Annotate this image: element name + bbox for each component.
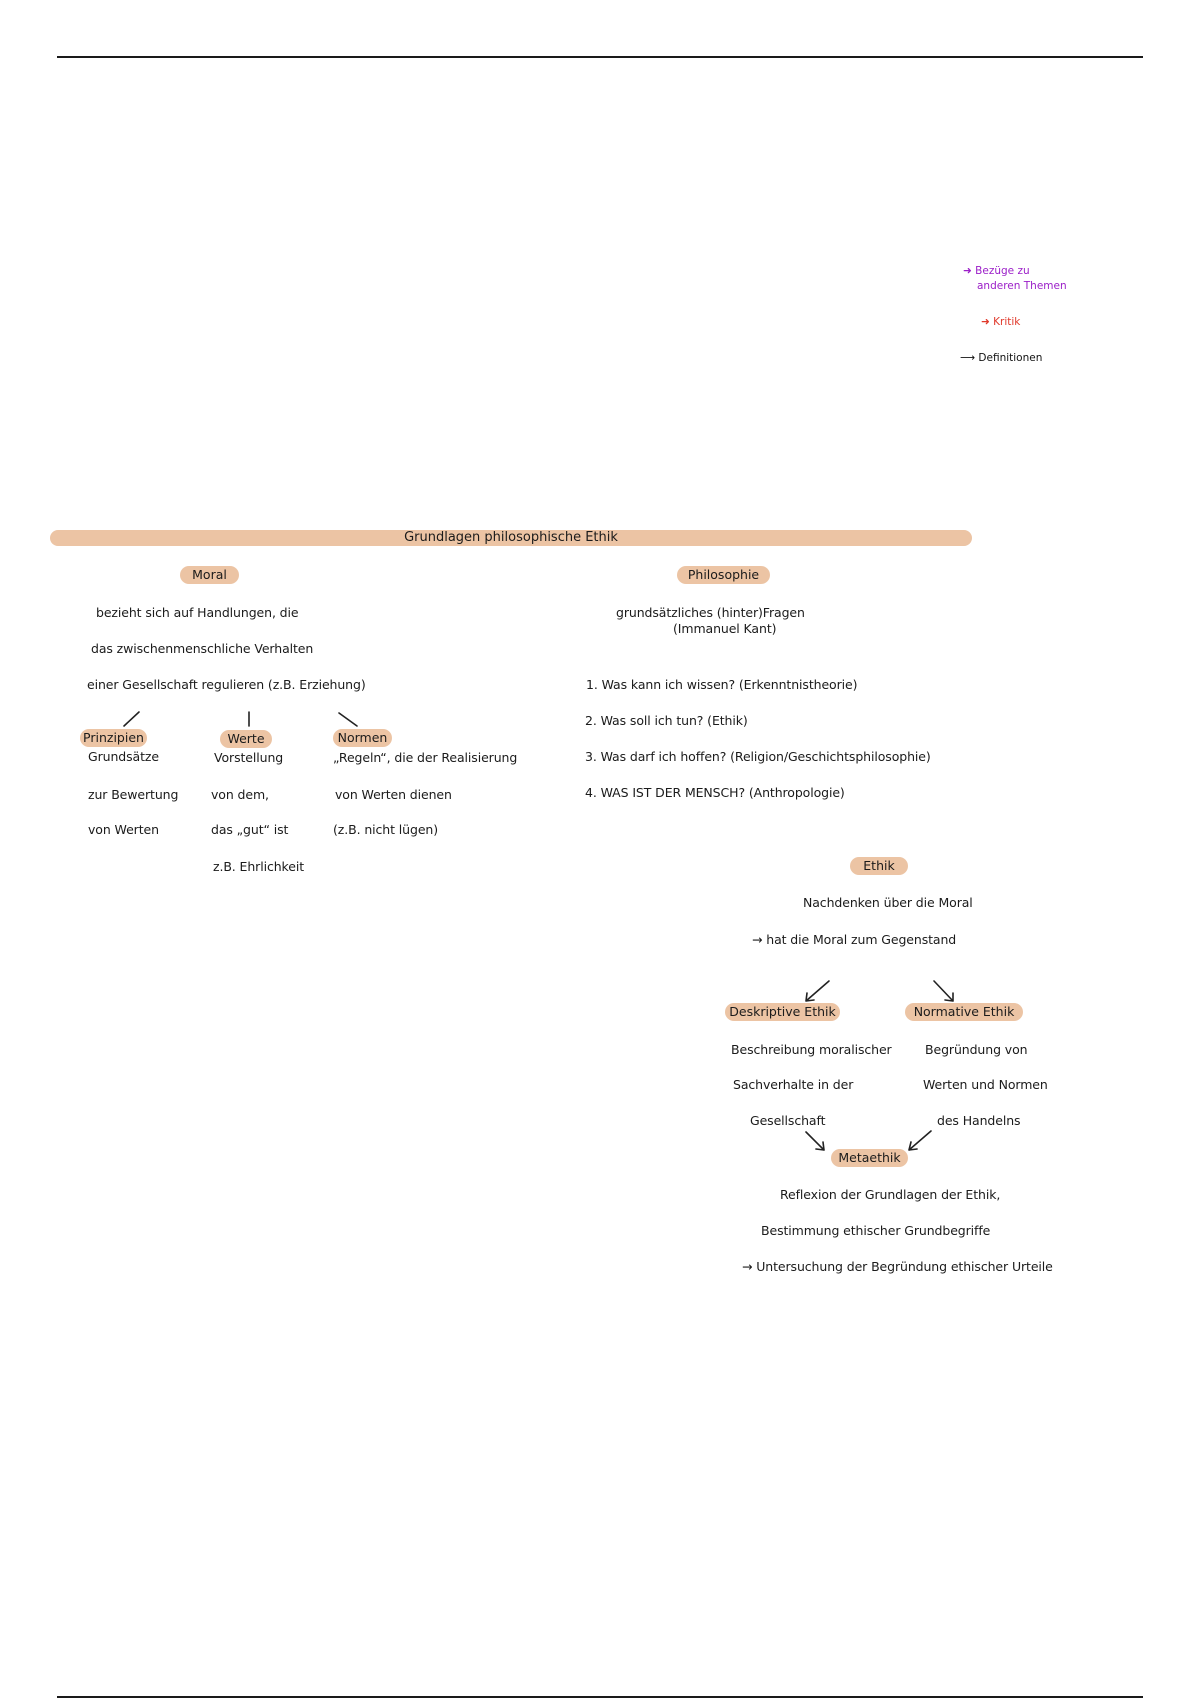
deskriptive-line-3: Gesellschaft — [750, 1113, 826, 1128]
normen-label: Normen — [333, 729, 392, 747]
banner-title: Grundlagen philosophische Ethik — [404, 530, 618, 545]
normative-line-2: Werten und Normen — [923, 1077, 1048, 1092]
moral-to-prinzipien-line — [124, 712, 139, 726]
metaethik-label: Metaethik — [831, 1149, 908, 1167]
title-banner — [50, 530, 972, 546]
normative-to-metaethik-arrow — [909, 1131, 931, 1150]
moral-label: Moral — [180, 566, 239, 584]
normen-line-3: (z.B. nicht lügen) — [333, 822, 439, 837]
werte-label: Werte — [220, 730, 272, 748]
moral-line-2: das zwischenmenschliche Verhalten — [91, 641, 314, 656]
metaethik-line-1: Reflexion der Grundlagen der Ethik, — [780, 1187, 1001, 1202]
legend-purple-line2: anderen Themen — [977, 280, 1067, 292]
black-arrow-icon: ⟶ — [960, 352, 976, 364]
prinzipien-line-1: Grundsätze — [88, 749, 159, 764]
philosophie-label: Philosophie — [677, 566, 770, 584]
legend-purple — [963, 265, 1030, 278]
werte-line-3: das „gut“ ist — [211, 822, 289, 837]
philosophie-question-3: 3. Was darf ich hoffen? (Religion/Geschichtsphilosophie) — [585, 749, 931, 764]
ethik-line-2: → hat die Moral zum Gegenstand — [752, 932, 957, 947]
ethik-to-deskriptive-arrow — [806, 981, 829, 1001]
red-arrow-icon: ➜ — [981, 316, 990, 328]
prinzipien-line-3: von Werten — [88, 822, 159, 837]
legend-red-text: Kritik — [993, 316, 1021, 328]
prinzipien-label: Prinzipien — [80, 729, 147, 747]
ethik-to-normative-arrow — [934, 981, 953, 1001]
bottom-rule — [57, 1696, 1143, 1698]
philosophie-line-1: grundsätzliches (hinter)Fragen — [616, 605, 805, 620]
deskriptive-to-metaethik-arrow — [806, 1132, 824, 1150]
philosophie-line-2: (Immanuel Kant) — [673, 621, 777, 636]
purple-arrow-icon: ➜ — [963, 265, 972, 277]
legend-black-text: Definitionen — [978, 352, 1043, 364]
normen-line-2: von Werten dienen — [335, 787, 452, 802]
moral-line-1: bezieht sich auf Handlungen, die — [96, 605, 299, 620]
moral-to-normen-line — [339, 713, 357, 726]
deskriptive-line-2: Sachverhalte in der — [733, 1077, 854, 1092]
legend-purple-text-1: Bezüge zu — [975, 265, 1030, 277]
werte-line-4: z.B. Ehrlichkeit — [213, 859, 305, 874]
philosophie-question-2: 2. Was soll ich tun? (Ethik) — [585, 713, 748, 728]
normative-line-3: des Handelns — [937, 1113, 1021, 1128]
legend-black — [960, 352, 1042, 365]
philosophie-question-1: 1. Was kann ich wissen? (Erkenntnistheorie) — [586, 677, 858, 692]
normative-line-1: Begründung von — [925, 1042, 1028, 1057]
normative-label: Normative Ethik — [905, 1003, 1023, 1021]
metaethik-line-2: Bestimmung ethischer Grundbegriffe — [761, 1223, 991, 1238]
moral-line-3: einer Gesellschaft regulieren (z.B. Erziehung) — [87, 677, 366, 692]
werte-line-1: Vorstellung — [214, 750, 284, 765]
prinzipien-line-2: zur Bewertung — [88, 787, 179, 802]
ethik-line-1: Nachdenken über die Moral — [803, 895, 973, 910]
normen-line-1: „Regeln“, die der Realisierung — [333, 750, 518, 765]
deskriptive-label: Deskriptive Ethik — [725, 1003, 840, 1021]
top-rule — [57, 56, 1143, 58]
deskriptive-line-1: Beschreibung moralischer — [731, 1042, 892, 1057]
ethik-label: Ethik — [850, 857, 908, 875]
metaethik-line-3: → Untersuchung der Begründung ethischer Urteile — [742, 1259, 1053, 1274]
legend-red — [981, 316, 1020, 329]
philosophie-question-4: 4. WAS IST DER MENSCH? (Anthropologie) — [585, 785, 845, 800]
werte-line-2: von dem, — [211, 787, 269, 802]
